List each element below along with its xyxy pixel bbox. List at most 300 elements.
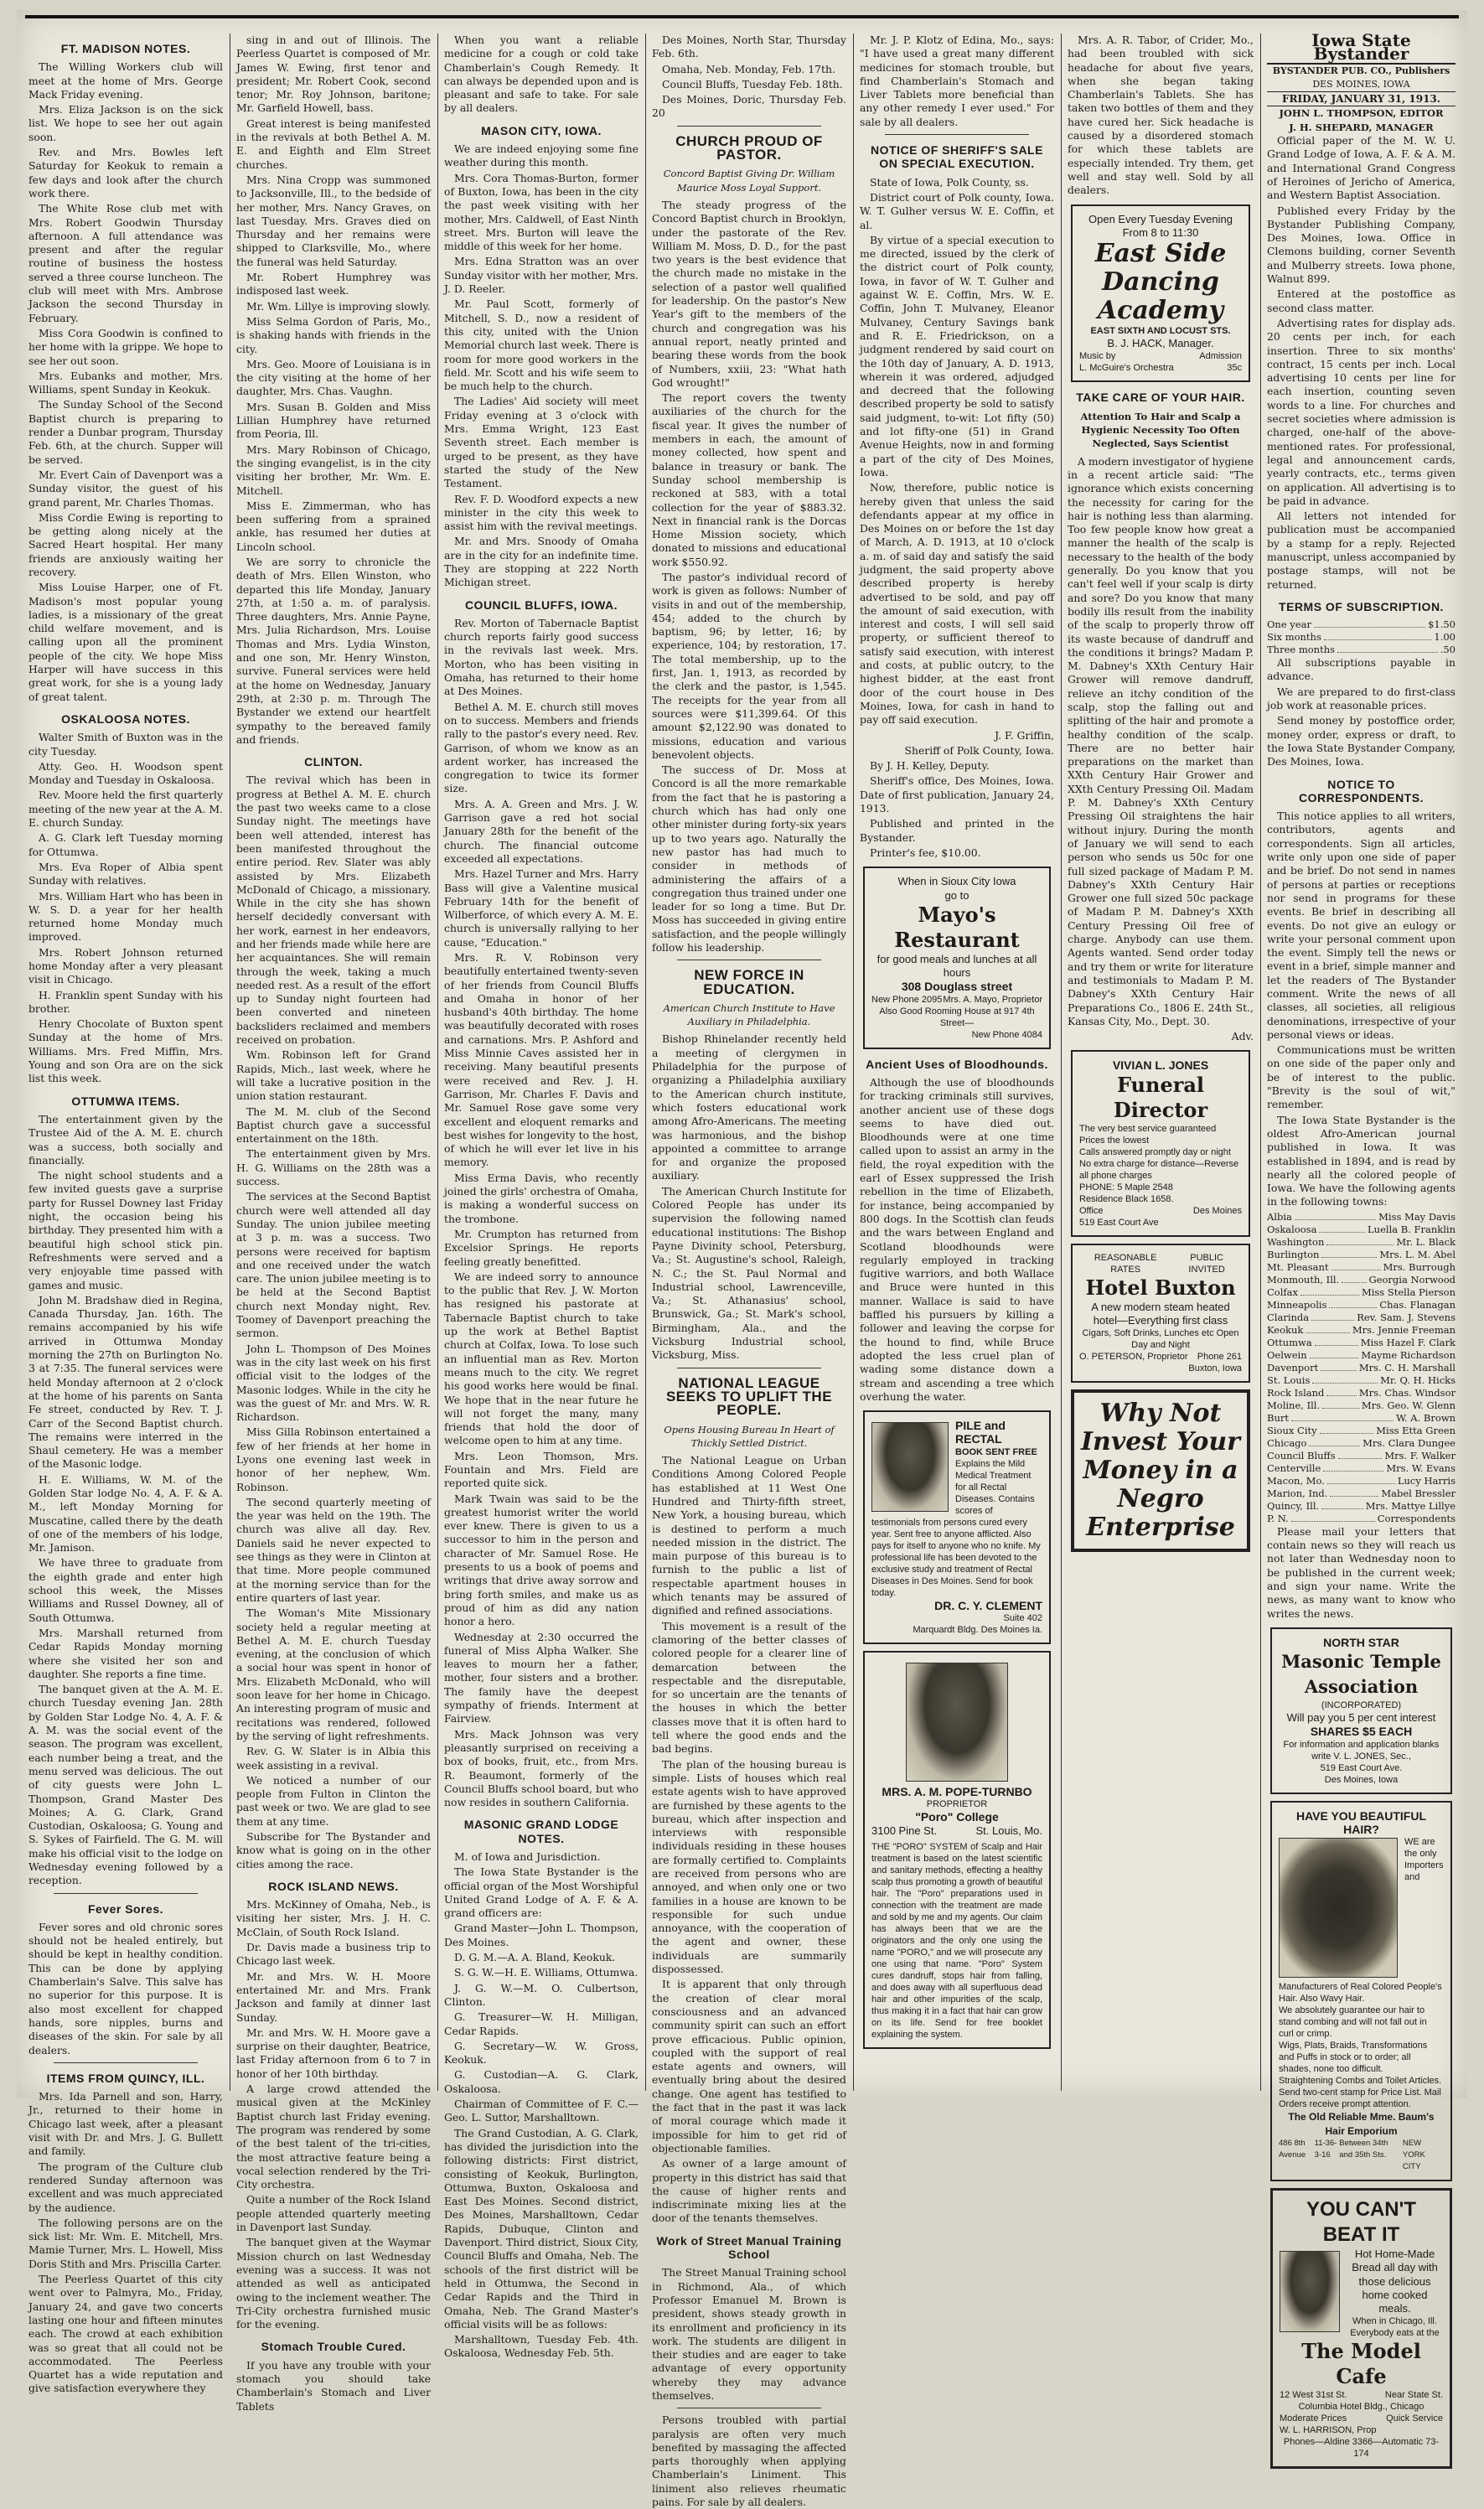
agent-town: Minneapolis (1267, 1298, 1327, 1311)
agent-town: Colfax (1267, 1286, 1298, 1298)
column-2 (236, 34, 431, 2413)
funeral-director-ad (1071, 1050, 1250, 1236)
ad-line: Will pay you 5 per cent interest (1286, 1711, 1436, 1725)
paragraph: By J. H. Kelley, Deputy. (870, 759, 990, 773)
ad-line: Marquardt Bldg. Des Moines Ia. (913, 1625, 1042, 1636)
agent-row (1267, 1286, 1456, 1299)
ad-body: Explains the Mild Medical Treatment for all Rectal Diseases. Contains scores of testimonials from persons cured every year. Sent free to anyone afflicted. Also pays for itself to anyone who no knife. My professional life has been devoted to the exclusive study and treatment of Rectal Diseases in Des Moines. Send for book today. (871, 1458, 1041, 1598)
paragraph: Atty. Geo. H. Woodson spent Monday and Tuesday in Oskaloosa. (28, 759, 223, 787)
paragraph: Mrs. Eliza Jackson is on the sick list. We hope to see her out again soon. (28, 103, 223, 143)
paragraph: We are indeed enjoying some fine weather during this month. (444, 142, 639, 169)
paragraph: G. Custodian—A. G. Clark, Oskaloosa. (444, 2068, 639, 2095)
paragraph: Grand Master—John L. Thompson, Des Moines. (444, 1922, 639, 1948)
beautiful-hair-ad (1270, 1801, 1452, 2181)
adv-mark: Adv. (1231, 1030, 1254, 1043)
ad-line: L. McGuire's Orchestra (1079, 363, 1174, 374)
agent-name: Mabel Bressler (1381, 1487, 1456, 1499)
paragraph: The Ladies' Aid society will meet Friday evening at 3 o'clock with Mrs. Emma Wright, 123 East Seventh street. Each member is urged to be present, as they have started the study of the New Testament. (444, 395, 639, 490)
agent-row (1267, 1387, 1456, 1399)
paragraph: The Street Manual Training school in Richmond, Ala., of which Professor Emanuel M. Brown is president, shows steady growth in its enrollment and proficiency in its work. The students are diligent in their studies and are eager to take advantage of every opportunity whereby they may advance themselves. (652, 2266, 846, 2402)
paragraph: The Iowa State Bystander is the official organ of the Most Worshipful United Grand Lodge of A. F. & A. grand officers are: (444, 1865, 639, 1920)
ad-line: 308 Douglass street (901, 980, 1013, 994)
masthead (1267, 30, 1456, 134)
agent-name: Rev. Sam. J. Stevens (1357, 1311, 1456, 1323)
paragraph: Mrs. Susan B. Golden and Miss Lillian Humphrey have returned from Peoria, Ill. (236, 400, 431, 441)
ad-name: VIVIAN L. JONES (1112, 1058, 1209, 1073)
term-price: .50 (1440, 644, 1456, 656)
heading-national-league: NATIONAL LEAGUE SEEKS TO UPLIFT THE PEOPLE. (665, 1374, 833, 1419)
paragraph: S. G. W.—H. E. Williams, Ottumwa. (454, 1966, 639, 1979)
paragraph: Official paper of the M. W. U. Grand Lodge of Iowa, A. F. & A. M. and International Grand Congress of Heroines of Jericho of America, and Western Baptist Association. (1267, 134, 1456, 202)
agent-row (1267, 1337, 1456, 1349)
paragraph: M. of Iowa and Jurisdiction. (454, 1850, 601, 1863)
ad-name: DR. C. Y. CLEMENT (934, 1598, 1042, 1612)
agent-town: Rock Island (1267, 1386, 1325, 1399)
column-rule (1061, 34, 1062, 2091)
agent-row (1267, 1450, 1456, 1462)
paragraph: Rev. and Mrs. Bowles left Saturday for Keokuk to remain a few days and look after the church work there. (28, 146, 223, 199)
paragraph: Mrs. A. A. Green and Mrs. J. W. Garrison gave a red hot social January 28th for the benefit of the church. The financial outcome exceeded all expectations. (444, 797, 639, 865)
agent-row (1267, 1236, 1456, 1249)
heading-council-bluffs: COUNCIL BLUFFS, IOWA. (464, 598, 618, 612)
agent-town: Macon, Mo. (1267, 1474, 1325, 1487)
ad-line: 11-36-3-16 (1314, 2138, 1337, 2160)
paragraph: Mr. Wm. Lillye is improving slowly. (246, 299, 431, 313)
paragraph: The plan of the housing bureau is simple. Lists of houses which real estate agents wish to have approved are furnished by these agents to the bureau, which after inspection and interviews with responsible individuals residing in these houses are formally certified to. Complaints are received from persons who are annoyed, and when only one or two families in a house are known to be responsible for such undue annoyance, with the cooperation of the agent and owner, these individuals are summarily dispossessed. (652, 1757, 846, 1976)
paragraph: A modern investigator of hygiene in a recent article said: "The ignorance which exists concerning the necessity for caring for the hair is nothing less than alarming. Too few people know how great a manner the health of the scalp is necessary to the health of the body generally. Do you know that you can't feel well if your scalp is dirty and sore? Do you know that many bodily ills result from the inability of the scalp to properly throw off its waste because of dandruff and the conditions it brings? Madam P. M. Dabney's XXth Century Hair Grower will remove dandruff, relieve an itchy condition of the scalp, stop the falling out and splitting of the hair and promote a healthy condition of the scalp. There are no better hair preparations on the market than XXth Century Hair Grower and XXth Century Pressing Oil. Madam P. M. Dabney's XXth Century Pressing Oil straightens the hair without injury. During the month of January we will send to each person who sends us 50c for one full sized package of Madam P. M. Dabney's XXth Century Hair Grower one full sized 50c package of Madam P. M. Dabney's XXth Century Pressing Oil free of charge. Anybody can use them. Agents wanted. Send order today and try them or write for literature and testimonials to Madam P. M. Dabney's XXth Century Hair Preparations Co., 1806 E. 24th St., Kansas City, Mo., Dept. 30. (1068, 454, 1254, 1027)
paragraph: We are sorry to chronicle the death of Mrs. Ellen Winston, who departed this life Monday, January 27th, at 1:50 a. m. of paralysis. Three daughters, Mrs. Annie Payne, Mrs. Julia Richardson, Mrs. Louise Thomas and Mrs. Lydia Winston, and one son, Mr. Henry Winston, survive. Funeral services were held at the home on Wednesday, January 29th, at 2:30 p. m. Through The Bystander we extend our heartfelt sympathy to the bereaved family and friends. (236, 555, 431, 746)
ad-body: We absolutely guarantee our hair to stand combing and will not fall out in curl or crimp. (1279, 2005, 1427, 2040)
ad-phone: New Phone 2095 (871, 994, 943, 1005)
agent-name: Chas. Flanagan (1379, 1298, 1456, 1311)
ad-line: Quick Service (1386, 2413, 1443, 2424)
paragraph: The entertainment given by Mrs. H. G. Williams on the 28th was a success. (236, 1147, 431, 1188)
ad-line: Suite 402 (1003, 1613, 1042, 1624)
paragraph: Rev. G. W. Slater is in Albia this week assisting in a revival. (236, 1745, 431, 1772)
agent-row (1267, 1299, 1456, 1311)
paragraph: Wednesday at 2:30 occurred the funeral of Miss Alpha Walker. She leaves to mourn her a father, mother, four sisters and a brother. The family have the deepest sympathy of friends. Interment at Fairview. (444, 1630, 639, 1725)
paragraph: Mrs. Robert Johnson returned home Monday after a very pleasant visit in Chicago. (28, 945, 223, 986)
paragraph: The following persons are on the sick list: Mr. Wm. E. Mitchell, Mrs. Mamie Turner, Mrs. L. Howell, Miss Doris Stith and Mrs. Priscilla Carter. (28, 2216, 223, 2270)
agent-name: Mrs. C. H. Marshall (1358, 1361, 1456, 1373)
ad-line: Enterprise (1086, 1513, 1235, 1543)
agent-row (1267, 1274, 1456, 1286)
ad-address: 12 West 31st St. (1280, 2390, 1347, 2401)
paragraph: Miss E. Zimmerman, who has been suffering from a sprained ankle, has resumed her duties at Lincoln school. (236, 499, 431, 553)
agent-name: Miss May Davis (1378, 1210, 1456, 1223)
paragraph: Mrs. Geo. Moore of Louisiana is in the city visiting at the home of her daughter, Mrs. Chas. Vaughn. (236, 357, 431, 398)
paragraph: Miss Cora Goodwin is confined to her home with la grippe. We hope to see her out soon. (28, 326, 223, 367)
subheading: Opens Housing Bureau In Heart of Thickly Settled District. (664, 1423, 835, 1449)
agent-town: Davenport (1267, 1361, 1319, 1373)
agent-name: Mrs. L. M. Abel (1379, 1248, 1456, 1260)
paragraph: Sheriff's office, Des Moines, Iowa. Date of first publication, January 24, 1913. (860, 774, 1054, 815)
paragraph: The steady progress of the Concord Baptist church in Brooklyn, under the pastorate of the Rev. William M. Moss, D. D., for the past two years is the best evidence that the church made no mistake in the selection of a pastor well qualified for leadership. On the pastor's New Year's gift to the members of the church and congregation was his annual report, neatly printed and bearing these words from the book of Numbers, xxiii, 23: "What hath God wrought!" (652, 198, 846, 389)
paragraph: Communications must be written on one side of the paper only and be of interest to the public. "Brevity is the soul of wit," remember. (1267, 1043, 1456, 1111)
paragraph: G. Treasurer—W. H. Milligan, Cedar Rapids. (444, 2010, 639, 2037)
agent-row (1267, 1399, 1456, 1412)
paragraph: All letters not intended for publication must be accompanied by a stamp for a reply. Rejected manuscript, unless accompanied by postage stamps, will not be returned. (1267, 510, 1456, 591)
ad-city: NEW YORK CITY (1402, 2138, 1425, 2171)
ad-body: THE "PORO" SYSTEM of Scalp and Hair treatment is based on the latest scientific and sanitary methods, effecting a healthy scalp thus promoting a growth of beautiful hair. The "Poro" preparations used in connection with the treatment are made and sold by me and my agents. Our claim has always been that we are the originators and the only one using the name "PORO," and we will prosecute any one using that name. "Poro" System cures dandruff, stops hair from falling, and does away with all superfluous dead hair and other impurities of the scalp, thus making it in a fact that hair can grow on its life. Send for free booklet explaining the system. (871, 1841, 1042, 2040)
paragraph: Mr. and Mrs. W. H. Moore entertained Mr. and Mrs. Frank Jackson and family at dinner last Sunday. (236, 1969, 431, 2024)
subscription-terms (1267, 618, 1456, 656)
ad-line: Admission (1199, 351, 1242, 362)
mayos-restaurant-ad (863, 867, 1051, 1048)
paragraph: Mrs. Mary Robinson of Chicago, the singing evangelist, is in the city visiting her brother, Mr. Wm. E. Mitchell. (236, 442, 431, 497)
ad-title: HAVE YOU BEAUTIFUL HAIR? (1295, 1808, 1427, 1837)
paragraph: Henry Chocolate of Buxton spent Sunday at the home of Mrs. Williams. Mrs. Fred Miffin, Mrs. Young and son Ora are on the sick list this week. (28, 1017, 223, 1085)
paragraph: Subscribe for The Bystander and know what is going on in the other cities among the race. (236, 1830, 431, 1870)
paragraph: Printer's fee, $10.00. (870, 846, 981, 859)
model-cafe-ad (1270, 2188, 1452, 2469)
masthead-date: FRIDAY, JANUARY 31, 1913. (1267, 91, 1456, 106)
agent-row (1267, 1223, 1456, 1236)
paragraph: It is apparent that only through the creation of clear moral consciousness and an advanced community spirit can such an effort prove efficacious. Public opinion, coupled with the support of real estate agents and owners, will eventually bring about the desired change. One agent has testified to the fact that in the past it was lack of moral courage which made it impossible for him to get rid of objectionable families. (652, 1978, 846, 2155)
agent-name: Mrs. W. Evans (1386, 1461, 1456, 1474)
paragraph: Now, therefore, public notice is hereby given that unless the said defendants appear at my office in Des Moines on or before the 1st day of March, A. D. 1913, at 10 o'clock a. m. of said day and satisfy the said judgment, the said property above described property is hereby advertised to be sold, and pay off the amount of said execution, with interest and costs, I will sell said property, or sufficient thereof to satisfy said execution, with interest and costs, at public outcry, to the highest bidder, at the east front door of the court house in Des Moines, Iowa, for cash in hand to pay off said execution. (860, 481, 1054, 727)
agent-town: Burt (1267, 1411, 1289, 1424)
ad-title: Dancing Academy (1097, 267, 1224, 326)
agent-row (1267, 1211, 1456, 1223)
paragraph: State of Iowa, Polk County, ss. (870, 175, 1029, 189)
term-label: Six months (1267, 631, 1321, 644)
ad-phone: New Phone 4084 (971, 1029, 1042, 1040)
paragraph: The Willing Workers club will meet at the home of Mrs. George Mack Friday evening. (28, 60, 223, 101)
masthead-publisher: BYSTANDER PUB. CO., Publishers (1272, 65, 1450, 76)
ad-line: (INCORPORATED) (1321, 1700, 1402, 1711)
paragraph: Mrs. Marshall returned from Cedar Rapids Monday morning where she visited her son and daughter. She reports a fine time. (28, 1626, 223, 1680)
paragraph: Rev. F. D. Woodford expects a new minister in the city this week to assist him with the revival meetings. (444, 492, 639, 533)
ad-name: MRS. A. M. POPE-TURNBO (882, 1785, 1032, 1799)
agent-name: Mrs. Jennie Freeman (1352, 1323, 1456, 1336)
paragraph: District court of Polk county, Iowa. W. T. Gulher versus W. E. Coffin, et al. (860, 190, 1054, 231)
masthead-city: DES MOINES, IOWA (1312, 78, 1410, 90)
heading-masonic-notes: MASONIC GRAND LODGE NOTES. (463, 1818, 619, 1845)
paragraph: The second quarterly meeting of the year was held on the 19th. The church was alive all day. Rev. Daniels said he never expected to see things as they were in Clinton at that time. More people communed at the morning service than for the entire quarters of last year. (236, 1495, 431, 1604)
paragraph: This notice applies to all writers, contributors, agents and correspondents. Sign all articles, write only upon one side of paper and be brief. Do not send in names of persons at parties or receptions nor send in programs for these events. Be brief in describing all events. Do not give an eulogy or write your personal comment upon the event. Simply tell the news or event in a brief, simple manner and let the readers of The Bystander comment. Write the news of all classes, all societies, all religious denominations, irrespective of your personal views or ideas. (1267, 810, 1456, 1041)
column-rule (1260, 34, 1261, 2091)
heading-ft-madison: FT. MADISON NOTES. (60, 42, 191, 55)
heading-mason-city: MASON CITY, IOWA. (481, 123, 602, 137)
term-price: $1.50 (1428, 618, 1456, 631)
heading-sheriffs-sale: NOTICE OF SHERIFF'S SALE ON SPECIAL EXECUTION. (871, 143, 1043, 171)
hotel-buxton-ad (1071, 1244, 1250, 1384)
agent-town: St. Louis (1267, 1373, 1311, 1386)
paragraph: The American Church Institute for Colored People has under its supervision the following named educational institutions: The Bishop Payne Divinity school, Petersburg, Va.; St. Augustine's school, Raleigh, N. C.; the St. Paul Normal and Industrial school, Lawrenceville, Va.; St. Athanasius' school, Brunswick, Ga.; St. Mark's school, Birmingham, Ala., and the Vicksburg Industrial school, Vicksburg, Miss. (652, 1184, 846, 1362)
agent-town: Chicago (1267, 1436, 1307, 1449)
agent-town: Moline, Ill. (1267, 1399, 1321, 1411)
paragraph: Mrs. Ida Parnell and son, Harry, Jr., returned to their home in Chicago last week, after a pleasant visit with Dr. and Mrs. J. G. Bullett and family. (28, 2090, 223, 2158)
newspaper-page (17, 10, 1467, 2509)
ad-city: Des Moines, Iowa (1324, 1774, 1399, 1785)
column-rule (853, 34, 854, 2091)
paragraph: Mr. Robert Humphrey was indisposed last week. (236, 271, 431, 297)
paragraph: The services at the Second Baptist church were well attended all day Sunday. The union jubilee meeting at 3 p. m. was a success. Two persons were received for baptism and one received under the watch care. The union jubilee meeting is to be held at the Second Baptist church next Monday night, Rev. Toomey of Davenport preaching the sermon. (236, 1190, 431, 1340)
paragraph: A large crowd attended the musical given at the McKinley Baptist church last Friday evening. The program was rendered by some of the best talent of the tri-cities, the most attractive feature being a vocal selection rendered by the Tri-City orchestra. (236, 2082, 431, 2191)
ad-line: Moderate Prices (1280, 2413, 1347, 2424)
column-5 (860, 34, 1054, 2091)
paragraph: Published and printed in the Bystander. (860, 817, 1054, 844)
paragraph: Mrs. Nina Cropp was summoned to Jacksonville, Ill., to the bedside of her mother, Mrs. Nancy Graves, on last Tuesday. Mrs. Graves died on Thursday and her remains were shipped to Clarksville, Mo., where the funeral was held Saturday. (236, 173, 431, 268)
paragraph: The revival which has been in progress at Bethel A. M. E. church the past two weeks came to a close Sunday night. The meetings have been well attended, interest has been manifested throughout the entire period. Rev. Slater was ably assisted by Mrs. Elizabeth McDonald of Chicago, a missionary. While in the city she has shown herself decidedly conversant with her work, earnest in her endeavors, and her friends made while here are her acquaintances. She will remain through the week, taking a much needed rest. As a result of the effort up to Sunday night fourteen had been converted and nineteen backsliders reclaimed and members received on probation. (236, 773, 431, 1047)
paragraph: Quite a number of the Rock Island people attended quarterly meeting in Davenport last Sunday. (236, 2193, 431, 2234)
paragraph: H. E. Williams, W. M. of the Golden Star lodge No. 4, A. F. & A. M., left Monday Morning for Muscatine, called there by the death of one of the members of his lodge, Mr. Jamison. (28, 1472, 223, 1555)
paragraph: Mr. and Mrs. Snoody of Omaha are in the city for an indefinite time. They are stopping at 222 North Michigan street. (444, 535, 639, 589)
masthead-editor: JOHN L. THOMPSON, EDITOR (1279, 107, 1444, 120)
poro-college-ad (863, 1651, 1051, 2049)
paragraph: Mr. Crumpton has returned from Excelsior Springs. He reports feeling greatly benefitted. (444, 1227, 639, 1268)
paragraph: Miss Cordie Ewing is reporting to be getting along nicely at the Sacred Heart hospital. Her many friends are anxiously waiting her recovery. (28, 510, 223, 578)
agent-town: Centerville (1267, 1461, 1321, 1474)
ad-line: Why Not (1099, 1399, 1222, 1429)
ad-line: Open Every Tuesday Evening (1088, 212, 1233, 225)
paragraph: Miss Louise Harper, one of Ft. Madison's most popular young ladies, is a missionary of the great child welfare movement, and is calling upon all the prominent people of the city. We hope Miss Harper will have success in this great work, for she is a young lady of great talent. (28, 581, 223, 703)
ad-line: Negro (1117, 1484, 1204, 1514)
agent-row (1267, 1462, 1456, 1475)
paragraph: By virtue of a special execution to me directed, issued by the clerk of the district court of Polk county, Iowa, in favor of W. T. Gulher and against W. E. Coffin, Mrs. W. E. Coffin, John T. Mulvaney, Eleanor Mulvaney, Century Savings bank and R. E. Friedrickson, on a judgment rendered by said court on the 10th day of January, A. D. 1913, wherein it was ordered, adjudged and decreed that the following described property be sold to satisfy said judgment, to-wit: Lot fifty (50) and lot fifty-one (51) in Grand Avenue Heights, now in and forming a part of the city of Des Moines, Iowa. (860, 233, 1054, 479)
ad-line: write V. L. JONES, Sec., (1311, 1751, 1411, 1761)
agent-row (1267, 1362, 1456, 1374)
ad-name: The Model Cafe (1301, 2339, 1421, 2389)
agent-town: Monmouth, Ill. (1267, 1273, 1340, 1286)
column-6 (1068, 34, 1254, 2091)
agent-town: Washington (1267, 1235, 1325, 1248)
paragraph: The success of Dr. Moss at Concord is all the more remarkable from the fact that he is pastoring a church which has had only one other minister during forty-six years up to two years ago. Naturally the new pastor has had much to consider in methods of administering the affairs of a congregation thus trained under one leader for so long a time. But Dr. Moss has succeeded in giving entire satisfaction, and the people willingly follow his leadership. (652, 763, 846, 954)
paragraph: Bethel A. M. E. church still moves on to success. Members and friends rally to the pastor's every need. Rev. Garrison, of whom we know as an ardent worker, has increased the congregation to twice its former size. (444, 700, 639, 795)
paragraph: Send money by postoffice order, money order, express or draft, to the Iowa State Bystander Company, Des Moines, Iowa. (1267, 714, 1456, 768)
ad-proprietor: O. PETERSON, Proprietor (1079, 1352, 1188, 1363)
ad-line: Invest Your (1081, 1427, 1240, 1457)
agent-row (1267, 1311, 1456, 1324)
paragraph: Rev. Morton of Tabernacle Baptist church reports fairly good success in the revivals last week. Mrs. Morton, who has been visiting in Omaha, has returned to their home at Des Moines. (444, 616, 639, 698)
paragraph: Mr. and Mrs. W. H. Moore gave a surprise on their daughter, Beatrice, last Friday afternoon from 6 to 7 in honor of her 10th birthday. (236, 2025, 431, 2080)
paragraph: John M. Bradshaw died in Regina, Canada Thursday, Jan. 16th. The remains accompanied by his wife arrived in Ottumwa Monday morning the 27th on Burlington No. 3 at 7:35. The funeral services were held Monday afternoon at 2 o'clock at the home of his parents on Santa Fe street, conducted by Rev. T. J. Carr of the Second Baptist church. The remains were interred in the Shaul cemetery. He was a member of the Masonic lodge. (28, 1293, 223, 1471)
agent-town: Marion, Ind. (1267, 1487, 1328, 1499)
ad-line: Calls answered promptly day or night (1079, 1146, 1231, 1157)
agent-row (1267, 1487, 1456, 1500)
proprietor-portrait-image (906, 1663, 1008, 1782)
ad-address: 486 8th Avenue (1279, 2138, 1306, 2160)
agent-name: W. A. Brown (1396, 1411, 1456, 1424)
column-3 (444, 34, 639, 2360)
ad-line: Everybody eats at the (1350, 2328, 1440, 2339)
paragraph: As owner of a large amount of property in this district has said that the cause of higher rents and indiscriminate mixing lies at the door of the tenants themselves. (652, 2157, 846, 2225)
ad-line: Money in a (1083, 1456, 1238, 1486)
ad-line: No extra charge for distance—Reverse all phone charges (1079, 1158, 1239, 1181)
ad-body: Straightening Combs and Toilet Articles. (1279, 2076, 1442, 2087)
paragraph: Mr. Paul Scott, formerly of Mitchell, S. D., now a resident of this city, united with the Union Memorial church last week. There is room for more good workers in the field. Mr. Scott and his wife seem to be much help to the church. (444, 297, 639, 393)
heading-hair: TAKE CARE OF YOUR HAIR. (1076, 391, 1245, 405)
masthead-manager: J. H. SHEPARD, MANAGER (1289, 121, 1434, 133)
term-price: 1.00 (1434, 631, 1456, 644)
paragraph: When you want a reliable medicine for a cough or cold take Chamberlain's Cough Remedy. It can always be depended upon and is pleasant and safe to take. For sale by all dealers. (444, 34, 639, 115)
column-1 (28, 34, 223, 2395)
heading-correspondents: NOTICE TO CORRESPONDENTS. (1298, 777, 1425, 804)
ad-line: SHARES $5 EACH (1310, 1725, 1413, 1739)
ad-line: Office (1079, 1205, 1104, 1216)
paragraph: Mark Twain was said to be the greatest humorist writer the world ever knew. There is given to us a successor to him in the person and character of Mr. Samuel Rose. He presents to us a book of poems and writings that drive away sorrow and bring forth smiles, and make us as proud of him as did any nation honor a hero. (444, 1492, 639, 1628)
heading-church-proud: CHURCH PROUD OF PASTOR. (675, 132, 823, 163)
paragraph: Wm. Robinson left for Grand Rapids, Mich., last week, where he will take a lucrative position in the union station restaurant. (236, 1048, 431, 1103)
paragraph: Advertising rates for display ads. 20 cents per inch, for each insertion. Three to six months' contract, 15 cents per inch. Local advertising 10 cents per line for each insertion, counting seven words to a line. For churches and secret societies where admission is charged, one-half of the above-mentioned rates. For professional, legal and announcement cards, yearly contracts, etc., terms given on application. All advertising is to be paid in advance. (1267, 316, 1456, 507)
agent-town: Oskaloosa (1267, 1223, 1317, 1235)
ad-line: Music by (1079, 351, 1116, 362)
paragraph: The night school students and a few invited guests gave a surprise party for Russel Downey last Friday night, the occasion being his birthday. They presented him with a beautiful high school stick pin. Refreshments were served and a very enjoyable time passed with games and music. (28, 1169, 223, 1291)
paragraph: Des Moines, North Star, Thursday Feb. 6th. (652, 34, 846, 60)
agent-row (1267, 1500, 1456, 1513)
ad-title: Mayo's Restaurant (894, 902, 1020, 952)
paragraph: Please mail your letters that contain news so they will reach us not later than Wednesday noon to be published in the current week; and sign your name. Write the news, as many want to know who writes the news. (1267, 1524, 1456, 1620)
paragraph: The White Rose club met with Mrs. Robert Goodwin Thursday afternoon. A full attendance was present and after the regular routine of business the hostess served a three course luncheon. The club will meet with Mrs. Ambrose Jackson the second Thursday in February. (28, 202, 223, 324)
ad-title: Hotel Buxton (1085, 1275, 1236, 1300)
paragraph: John L. Thompson of Des Moines was in the city last week on his first official visit to the lodges of the Masonic lodges. While in the city he was the guest of Mr. and Mrs. W. R. Richardson. (236, 1342, 431, 1424)
agent-row (1267, 1513, 1456, 1525)
agent-name: Mrs. Mattye Lillye (1365, 1499, 1456, 1512)
paragraph: Council Bluffs, Tuesday Feb. 18th. (662, 77, 843, 91)
ad-address: 519 East Court Ave (1079, 1217, 1159, 1228)
paragraph: J. G. W.—M. O. Culbertson, Clinton. (444, 1981, 639, 2008)
agent-town: Mt. Pleasant (1267, 1260, 1329, 1273)
paragraph: The Woman's Mite Missionary society held a regular meeting at Bethel A. M. E. church Tuesday evening, at the conclusion of which a social hour was spent in honor of Mrs. Elizabeth McDonald, who will soon leave for her home in Chicago. An interesting program of music and recitations was rendered, followed by the serving of light refreshments. (236, 1606, 431, 1742)
agent-name: Miss Etta Green (1376, 1424, 1456, 1436)
paragraph: Fever sores and old chronic sores should not be healed entirely, but should be kept in healthy condition. This can be done by applying Chamberlain's Salve. This salve has no superior for this purpose. It is also most excellent for chapped hands, sore nipples, burns and diseases of the skin. For sale by all dealers. (28, 1920, 223, 2056)
east-side-dancing-ad (1071, 204, 1250, 383)
paragraph: H. Franklin spent Sunday with his brother. (28, 988, 223, 1015)
paragraph: Miss Selma Gordon of Paris, Mo., is shaking hands with friends in the city. (236, 314, 431, 355)
agent-row (1267, 1437, 1456, 1450)
paragraph: All subscriptions payable in advance. (1267, 656, 1456, 683)
divider (54, 2062, 198, 2063)
ad-line: Also Good Rooming House at 917 4th Street— (879, 1006, 1035, 1028)
ad-title: PILE and RECTAL (955, 1419, 1006, 1446)
agent-name: Mrs. Clara Dungee (1362, 1436, 1456, 1449)
agent-row (1267, 1249, 1456, 1261)
paragraph: Chairman of Committee of F. C.—Geo. L. Suttor, Marshalltown. (444, 2098, 639, 2124)
ad-line: When in Sioux City Iowa (897, 875, 1016, 888)
ad-body: Wigs, Plats, Braids, Transformations and Puffs in stock or to order; all shades, none too difficult. (1279, 2041, 1428, 2075)
paragraph: Mrs. Eubanks and mother, Mrs. Williams, spent Sunday in Keokuk. (28, 369, 223, 396)
paragraph: Mrs. Mack Johnson was very pleasantly surprised on receiving a box of books, fruit, etc., from Mrs. R. Beaumont, formerly of the Council Bluffs school board, but who now resides in southern California. (444, 1727, 639, 1809)
proprietor-portrait-image (1280, 2251, 1340, 2332)
paragraph: The Sunday School of the Second Baptist church is preparing to render a Dunbar program, Thursday Feb. 6th, at the church. Supper will be served. (28, 398, 223, 466)
paragraph: Rev. Moore held the first quarterly meeting of the new year at the A. M. E. church Sunday. (28, 789, 223, 830)
heading-clinton: CLINTON. (304, 755, 363, 769)
agent-name: Mrs. Chas. Windsor (1358, 1386, 1456, 1399)
paragraph: We have three to graduate from the eighth grade and enter high school this week, the Misses Williams and Russel Downey, all of South Ottumwa. (28, 1556, 223, 1624)
subheading: American Church Institute to Have Auxiliary in Philadelphia. (663, 1001, 835, 1028)
agent-name: Mayme Richardson (1361, 1348, 1456, 1361)
paragraph: Mrs. Leon Thomson, Mrs. Fountain and Mrs. Field are reported quite sick. (444, 1449, 639, 1490)
ad-line: REASONABLE RATES (1094, 1252, 1157, 1275)
paragraph: The Iowa State Bystander is the oldest Afro-American journal published in Iowa. It was established in 1894, and is read by nearly all the colored people of Iowa. We have the following agents in the following towns: (1267, 1113, 1456, 1208)
ad-line: A new modern steam heated hotel—Everything first class (1091, 1300, 1230, 1327)
paragraph: Mrs. R. V. Robinson very beautifully entertained twenty-seven of her friends from Council Bluffs and Omaha in honor of her husband's 40th birthday. The home was beautifully decorated with roses and carnations. Mrs. P. Ashford and Miss Minnie Caves assisted her in receiving. Many beautiful presents were received and Rev. J. H. Garrison, Mr. Charles F. Davis and Mr. Samuel Rose gave some very excellent and eloquent remarks and best wishes for longevity to the host, of which he will ever let live in his memory. (444, 951, 639, 1169)
ad-line: PROPRIETOR (926, 1799, 988, 1810)
agent-name: Miss Stella Pierson (1361, 1286, 1456, 1298)
agent-name: Miss Hazel F. Clark (1360, 1336, 1456, 1348)
heading-ottumwa: OTTUMWA ITEMS. (71, 1094, 180, 1108)
masthead-title: Iowa State Bystander (1267, 34, 1456, 65)
ad-line: EAST SIXTH AND LOCUST STS. (1090, 326, 1231, 337)
column-4 (652, 34, 846, 2509)
column-rule (645, 34, 646, 2091)
ad-title: YOU CAN'T BEAT IT (1306, 2197, 1417, 2246)
agent-row (1267, 1261, 1456, 1274)
agent-town: Burlington (1267, 1248, 1320, 1260)
heading-stomach-trouble: Stomach Trouble Cured. (261, 2340, 406, 2354)
column-rule (437, 34, 438, 2091)
column-7 (1267, 30, 1456, 2460)
agent-town: Oelwein (1267, 1348, 1307, 1361)
paragraph: Des Moines, Doric, Thursday Feb. 20 (652, 93, 846, 120)
agent-town: Keokuk (1267, 1323, 1304, 1336)
ad-title: East Side (1094, 239, 1227, 269)
ad-proprietor: Mrs. A. Mayo, Proprietor (943, 994, 1042, 1005)
ad-city: St. Louis, Mo. (975, 1824, 1042, 1837)
negro-enterprise-ad (1071, 1389, 1250, 1552)
ad-name: The Old Reliable Mme. Baum's Hair Emporium (1288, 2111, 1435, 2137)
agent-town: Clarinda (1267, 1311, 1310, 1323)
paragraph: sing in and out of Illinois. The Peerless Quartet is composed of Mr. James W. Ewing, first tenor and president; Mr. Robert Cook, second tenor; Mr. Roy Johnson, baritone; Mr. Garfield Howell, bass. (236, 34, 431, 115)
ad-line: The very best service guaranteed (1079, 1123, 1217, 1134)
paragraph: Marshalltown, Tuesday Feb. 4th. Oskaloosa, Wednesday Feb. 5th. (444, 2333, 639, 2360)
ad-address: 519 East Court Ave. (1320, 1762, 1403, 1773)
ad-line: NORTH STAR (1323, 1635, 1399, 1649)
paragraph: The M. M. club of the Second Baptist church gave a successful entertainment on the 18th. (236, 1104, 431, 1146)
paragraph: Entered at the postoffice as second class matter. (1267, 287, 1456, 314)
paragraph: The pastor's individual record of work is given as follows: Number of visits in and out of the membership, 454; added to the church by baptism, 96; by letter, 16; by experience, 104; by restoration, 17. The total membership, up to the first, Jan. 1, 1913, as recorded by the clerk and the pastor, is 1,545. The receipts for the year from all sources were $11,399.64. Of this amount $2,122.90 was donated to missions, education and various benevolent objects. (652, 570, 846, 761)
ad-line: Columbia Hotel Bldg., Chicago (1298, 2402, 1425, 2413)
paragraph: The Peerless Quartet of this city went over to Palmyra, Mo., Friday, January 24, and gave two concerts lasting one hour and fifteen minutes each. The crowd at each exhibition was so great that all could not be accommodated. The Peerless Quartet has a wide reputation and give satisfaction everywhere they (28, 2273, 223, 2395)
divider (677, 126, 821, 127)
agent-town: Sioux City (1267, 1424, 1317, 1436)
subheading: Concord Baptist Giving Dr. William Maurice Moss Loyal Support. (663, 168, 835, 194)
paragraph: The banquet given at the Waymar Mission church on last Wednesday evening was a success. It was not attended as well as anticipated owing to the inclement weather. The Tri-City orchestra furnished music for the evening. (236, 2236, 431, 2331)
paragraph: We are prepared to do first-class job work at reasonable prices. (1267, 685, 1456, 712)
paragraph: Mr. J. P. Klotz of Edina, Mo., says: "I have used a great many different medicines for stomach trouble, but find Chamberlain's Stomach and Liver Tablets more beneficial than any other remedy I ever used." For sale by all dealers. (860, 34, 1054, 128)
agent-name: Correspondents (1377, 1512, 1456, 1524)
masonic-temple-ad (1270, 1627, 1452, 1794)
divider (885, 134, 1029, 135)
agents-list (1267, 1211, 1456, 1525)
paragraph: Persons troubled with partial paralysis are often very much benefited by massaging the affected parts thoroughly when applying Chamberlain's Liniment. This liniment also relieves rheumatic pains. For sale by all dealers. (652, 2413, 846, 2509)
signature: J. F. Griffin, (995, 728, 1054, 742)
agent-row (1267, 1324, 1456, 1337)
ad-line: Send two-cent stamp for Price List. Mail Orders receive prompt attention. (1279, 2087, 1441, 2110)
agent-town: P. N. (1267, 1512, 1289, 1524)
agent-town: Council Bluffs (1267, 1449, 1336, 1461)
paragraph: Mrs. Eva Roper of Albia spent Sunday with relatives. (28, 860, 223, 887)
ad-line: Near State St. (1384, 2390, 1443, 2401)
agent-row (1267, 1475, 1456, 1487)
heading-street-manual: Work of Street Manual Training School (656, 2233, 842, 2262)
ad-line: Prices the lowest (1079, 1135, 1150, 1146)
ad-line: B. J. HACK, Manager. (1107, 337, 1214, 350)
paragraph: We are indeed sorry to announce to the public that Rev. J. W. Morton has resigned his pastorate at Tabernacle Baptist church to take up the work at Bethel Baptist church at Colfax, Iowa. To lose such an influential man as Rev. Morton means much to the city. We regret his good works here would be final. We hope that in the near future he will not forget the many, many friends that hold the door of welcome open to him at any time. (444, 1270, 639, 1447)
agent-town: Ottumwa (1267, 1336, 1312, 1348)
paragraph: Omaha, Neb. Monday, Feb. 17th. (662, 62, 835, 75)
ad-title: Masonic Temple Association (1281, 1651, 1441, 1698)
signature: Sheriff of Polk County, Iowa. (904, 743, 1054, 757)
woman-portrait-image (1279, 1838, 1398, 1978)
paragraph: The National League on Urban Conditions Among Colored People has established at 11 West One Hundred and Thirty-fifth street, New York, a housing bureau, which is destined to perform a much needed mission in the district. The main purpose of this bureau is to furnish to the public a list of respectable apartment houses in which tenants may be assured of dignified and refined associations. (652, 1454, 846, 1617)
paragraph: This movement is a result of the clamoring of the better classes of colored people for a clearer line of demarcation between the respectable and the disreputable, for so uncertain are the tenants of the houses in which the better classes move that it is often hard to tell where the good ends and the bad begins. (652, 1619, 846, 1756)
ad-title: "Poro" College (915, 1810, 999, 1824)
ad-city: Des Moines (1192, 1205, 1242, 1216)
ad-title: Funeral Director (1113, 1072, 1208, 1122)
paragraph: Bishop Rhinelander recently held a meeting of clergymen in Philadelphia for the purpose of organizing a Philadelphia auxiliary to the American church institute, which fosters educational work among Afro-Americans. The meeting was harmonious, and the bishop appointed a committee to arrange for and organize the proposed auxiliary. (652, 1032, 846, 1182)
